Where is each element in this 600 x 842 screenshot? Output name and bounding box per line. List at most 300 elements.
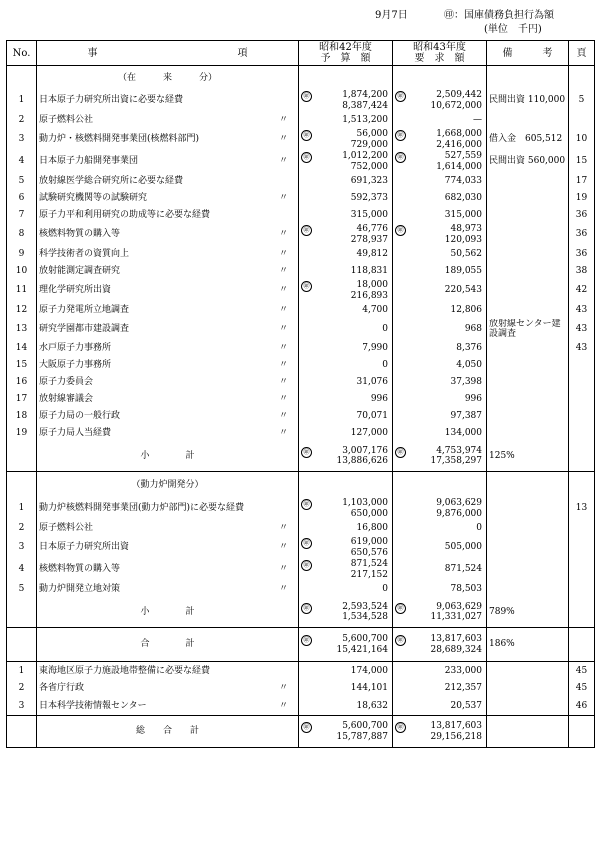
- row-item: [37, 662, 299, 680]
- note-cell: [487, 302, 569, 319]
- request-cell-line1: 12,806: [450, 304, 482, 315]
- request-cell: [393, 207, 487, 224]
- request-cell-line1: 8,376: [456, 342, 482, 353]
- subtotal-row: [7, 442, 595, 472]
- ditto-mark: 〃: [278, 285, 288, 296]
- page-cell: [569, 581, 595, 598]
- request-cell-line1: 505,000: [444, 542, 482, 553]
- request-cell-line1: 2,509,442: [436, 90, 482, 100]
- budget-cell-line1: 70,071: [356, 410, 388, 421]
- kokusai-mark-icon: ㊞: [301, 91, 312, 102]
- budget-cell-line1: 0: [382, 323, 388, 334]
- row-item-text: 原子力発電所立地調査: [39, 304, 130, 315]
- row-no: [7, 129, 37, 151]
- table-row: [7, 520, 595, 537]
- row-no-text: 3: [18, 134, 25, 145]
- request-cell: [393, 280, 487, 302]
- request-cell-line1: 871,524: [444, 564, 482, 575]
- ditto-mark: 〃: [278, 114, 288, 125]
- request-cell-line2: 17,358,297: [430, 456, 482, 467]
- request-cell-line1: 996: [464, 393, 482, 404]
- row-no: [7, 207, 37, 224]
- note-cell: [487, 598, 569, 628]
- table-row: [7, 207, 595, 224]
- budget-cell: [299, 246, 393, 263]
- table-row: [7, 408, 595, 425]
- row-no: [7, 340, 37, 357]
- table-row: [7, 680, 595, 698]
- row-item-text: 日本原子力研究所出資: [39, 542, 130, 553]
- page-cell: [569, 498, 595, 520]
- subtotal-row-label: [37, 442, 299, 472]
- ditto-mark: 〃: [278, 564, 288, 575]
- request-cell-line1: 4,753,974: [436, 445, 482, 456]
- row-item: [37, 224, 299, 246]
- note-cell: [487, 520, 569, 537]
- row-no: [7, 246, 37, 263]
- row-no: [7, 472, 37, 498]
- request-cell: [393, 662, 487, 680]
- row-item-text: 原子力局の一般行政: [39, 410, 121, 421]
- budget-cell-line2: 650,000: [350, 508, 388, 519]
- request-cell-line1: 0: [476, 522, 482, 533]
- row-item: [37, 408, 299, 425]
- row-item: [37, 498, 299, 520]
- request-cell-line1: 968: [464, 323, 482, 334]
- page-cell: [569, 90, 595, 112]
- kokusai-mark-icon: ㊞: [395, 635, 406, 646]
- kokusai-mark-icon: ㊞: [301, 499, 312, 510]
- page-cell: [569, 151, 595, 173]
- row-no-text: 11: [15, 285, 28, 296]
- kokusai-mark-icon: ㊞: [395, 91, 406, 102]
- grand-total-row-label: [37, 716, 299, 748]
- total-row: [7, 628, 595, 662]
- ditto-mark: 〃: [278, 522, 288, 533]
- budget-cell-line1: 31,076: [356, 376, 388, 387]
- row-item-text: 核燃料物質の購入等: [39, 564, 121, 575]
- subtotal-row-label: [37, 598, 299, 628]
- total-row-label: [37, 628, 299, 662]
- row-item: [37, 537, 299, 559]
- row-no-text: 5: [18, 583, 25, 594]
- legend: [444, 6, 554, 21]
- page-cell: [569, 408, 595, 425]
- page-text: 43: [575, 342, 588, 353]
- budget-cell-line1: 871,524: [350, 559, 388, 569]
- row-no-text: 4: [18, 564, 25, 575]
- note-cell: [487, 319, 569, 340]
- request-cell: [393, 151, 487, 173]
- request-cell-line1: 774,033: [444, 175, 482, 186]
- ditto-mark: 〃: [278, 359, 288, 370]
- row-no: [7, 680, 37, 698]
- row-no: [7, 662, 37, 680]
- budget-cell-line1: 18,000: [356, 280, 388, 290]
- row-no-text: 6: [18, 192, 25, 203]
- budget-cell: [299, 151, 393, 173]
- row-item: [37, 90, 299, 112]
- row-no: [7, 374, 37, 391]
- budget-cell-line2: 216,893: [350, 290, 388, 301]
- budget-cell-line1: 16,800: [356, 522, 388, 533]
- page-text: 13: [575, 503, 588, 514]
- row-item: [37, 581, 299, 598]
- page-text: 46: [575, 701, 588, 711]
- row-no-text: 7: [18, 209, 25, 220]
- note-cell: [487, 391, 569, 408]
- budget-cell-line2: 13,886,626: [336, 456, 388, 467]
- request-cell-line2: 1,614,000: [436, 161, 482, 172]
- request-cell: [393, 598, 487, 628]
- row-no-text: 8: [18, 229, 25, 240]
- request-cell-line2: 120,093: [444, 234, 482, 245]
- row-no: [7, 391, 37, 408]
- request-cell-line1: 48,973: [450, 224, 482, 234]
- row-item: [37, 425, 299, 442]
- request-cell: [393, 190, 487, 207]
- request-cell: [393, 263, 487, 280]
- kokusai-mark-icon: ㊞: [395, 152, 406, 163]
- section-title: [37, 66, 299, 90]
- table-row: [7, 374, 595, 391]
- request-cell: [393, 357, 487, 374]
- note-cell: [487, 559, 569, 581]
- budget-cell: [299, 680, 393, 698]
- request-cell: [393, 472, 487, 498]
- table-row: [7, 357, 595, 374]
- legend-text: ：国庫債務負担行為額: [454, 10, 554, 21]
- unit-label: (単位 千円): [484, 24, 542, 35]
- budget-cell: [299, 537, 393, 559]
- page-text: 36: [575, 209, 588, 220]
- row-item-text: 原子力局人当経費: [39, 427, 112, 438]
- row-no: [7, 442, 37, 472]
- request-cell-line2: 10,672,000: [430, 100, 482, 111]
- budget-cell-line2: 278,937: [350, 234, 388, 245]
- request-cell-line2: 28,689,324: [430, 644, 482, 655]
- budget-cell: [299, 340, 393, 357]
- row-no-text: 3: [18, 701, 25, 711]
- request-cell-line1: 13,817,603: [430, 721, 482, 731]
- request-cell-line1: 9,063,629: [436, 498, 482, 508]
- col-budget: 昭和42年度 予 算 額: [299, 41, 393, 66]
- budget-cell-line1: 5,600,700: [342, 634, 388, 644]
- budget-cell-line1: 7,990: [362, 342, 388, 353]
- budget-cell-line2: 217,152: [350, 569, 388, 580]
- row-no-text: 17: [15, 393, 28, 404]
- row-item-text: 水戸原子力事務所: [39, 342, 112, 353]
- note-cell: [487, 662, 569, 680]
- ditto-mark: 〃: [278, 701, 288, 711]
- legend-mark-icon: ㊞: [444, 10, 454, 21]
- request-cell-line1: 212,357: [444, 683, 482, 694]
- budget-cell-line1: 1,513,200: [342, 114, 388, 125]
- page-cell: [569, 662, 595, 680]
- row-no: [7, 537, 37, 559]
- budget-cell-line2: 15,421,164: [336, 644, 388, 655]
- page-cell: [569, 319, 595, 340]
- note-text: 放射線センター建設調査: [489, 318, 561, 339]
- budget-cell: [299, 498, 393, 520]
- subtotal-row-label-text: 小 計: [140, 607, 195, 617]
- row-item-text: 動力炉・核燃料開発事業団(核燃料部門): [39, 134, 200, 145]
- request-cell: [393, 319, 487, 340]
- note-cell: [487, 263, 569, 280]
- note-cell: [487, 716, 569, 748]
- row-item: [37, 357, 299, 374]
- table-row: [7, 698, 595, 716]
- row-no: [7, 408, 37, 425]
- row-no: [7, 598, 37, 628]
- page-text: 45: [575, 683, 588, 694]
- ditto-mark: 〃: [278, 304, 288, 315]
- budget-cell-line1: 46,776: [356, 224, 388, 234]
- budget-cell: [299, 391, 393, 408]
- budget-cell-line1: 0: [382, 583, 388, 594]
- row-no: [7, 190, 37, 207]
- page-text: 38: [575, 265, 588, 276]
- row-no: [7, 66, 37, 90]
- subtotal-row-label-text: 小 計: [140, 451, 195, 461]
- request-cell: [393, 680, 487, 698]
- note-cell: [487, 498, 569, 520]
- row-no: [7, 319, 37, 340]
- budget-cell: [299, 559, 393, 581]
- section-title-text: （在 来 分）: [117, 72, 217, 83]
- row-item-text: 原子力委員会: [39, 376, 94, 387]
- table-row: [7, 425, 595, 442]
- page-cell: [569, 190, 595, 207]
- row-item-text: 科学技術者の資質向上: [39, 248, 130, 259]
- row-no: [7, 280, 37, 302]
- note-cell: [487, 112, 569, 129]
- row-item: [37, 340, 299, 357]
- request-cell: [393, 408, 487, 425]
- col-no: No.: [7, 41, 37, 66]
- page-cell: [569, 340, 595, 357]
- request-cell-line2: 11,331,027: [430, 612, 482, 623]
- row-item-text: 原子燃料公社: [39, 114, 94, 125]
- ditto-mark: 〃: [278, 192, 288, 203]
- page-cell: [569, 628, 595, 662]
- ditto-mark: 〃: [278, 393, 288, 404]
- table-row: [7, 224, 595, 246]
- request-cell: [393, 224, 487, 246]
- budget-cell-line1: 5,600,700: [342, 721, 388, 731]
- note-cell: [487, 224, 569, 246]
- page-cell: [569, 129, 595, 151]
- row-no-text: 4: [18, 156, 25, 167]
- page-cell: [569, 442, 595, 472]
- row-item-text: 放射能測定調査研究: [39, 265, 121, 276]
- budget-cell: [299, 716, 393, 748]
- page-cell: [569, 112, 595, 129]
- row-item: [37, 190, 299, 207]
- table-row: [7, 662, 595, 680]
- col-request: 昭和43年度 要 求 額: [393, 41, 487, 66]
- table-row: [7, 112, 595, 129]
- request-cell: [393, 391, 487, 408]
- budget-cell: [299, 280, 393, 302]
- kokusai-mark-icon: ㊞: [301, 447, 312, 458]
- kokusai-mark-icon: ㊞: [301, 560, 312, 571]
- row-item-text: 核燃料物質の購入等: [39, 229, 121, 240]
- request-cell: [393, 698, 487, 716]
- row-no: [7, 716, 37, 748]
- row-item: [37, 391, 299, 408]
- note-text: 借入金 605,512: [489, 134, 563, 145]
- table-row: [7, 280, 595, 302]
- budget-cell-line1: 619,000: [350, 537, 388, 547]
- budget-cell-line2: 15,787,887: [336, 731, 388, 742]
- row-no: [7, 357, 37, 374]
- request-cell-line1: 1,668,000: [436, 129, 482, 139]
- kokusai-mark-icon: ㊞: [301, 225, 312, 236]
- table-row: [7, 391, 595, 408]
- row-no-text: 5: [18, 175, 25, 186]
- header-row: [7, 41, 595, 66]
- section-title-row: [7, 66, 595, 90]
- page-text: 17: [575, 175, 588, 186]
- budget-cell-line1: 1,103,000: [342, 498, 388, 508]
- row-item-text: 研究学園都市建設調査: [39, 323, 130, 334]
- request-cell: [393, 716, 487, 748]
- request-cell: [393, 129, 487, 151]
- note-cell: [487, 698, 569, 716]
- ditto-mark: 〃: [278, 134, 288, 145]
- budget-cell: [299, 520, 393, 537]
- request-cell-line2: 29,156,218: [430, 731, 482, 742]
- page-cell: [569, 472, 595, 498]
- row-item: [37, 280, 299, 302]
- request-cell-line1: 527,559: [444, 151, 482, 161]
- request-cell: [393, 374, 487, 391]
- row-no-text: 2: [18, 522, 25, 533]
- request-cell: [393, 112, 487, 129]
- row-item-text: 原子力平和利用研究の助成等に必要な経費: [39, 209, 211, 220]
- ditto-mark: 〃: [278, 542, 288, 553]
- row-no-text: 9: [18, 248, 25, 259]
- row-no-text: 2: [18, 114, 25, 125]
- budget-cell-line2: 650,576: [350, 547, 388, 558]
- budget-cell: [299, 129, 393, 151]
- page-cell: [569, 246, 595, 263]
- row-no-text: 1: [18, 95, 25, 106]
- row-item: [37, 263, 299, 280]
- row-no: [7, 112, 37, 129]
- ditto-mark: 〃: [278, 323, 288, 334]
- budget-cell: [299, 598, 393, 628]
- budget-cell-line1: 144,101: [350, 683, 388, 694]
- row-item-text: 日本科学技術情報センター: [39, 701, 147, 711]
- note-cell: [487, 190, 569, 207]
- table-row: [7, 151, 595, 173]
- page-text: 36: [575, 248, 588, 259]
- row-item: [37, 302, 299, 319]
- request-cell-line2: 2,416,000: [436, 139, 482, 150]
- budget-cell-line1: 996: [370, 393, 388, 404]
- request-cell-line1: 37,398: [450, 376, 482, 387]
- kokusai-mark-icon: ㊞: [395, 130, 406, 141]
- table-row: [7, 302, 595, 319]
- row-item-text: 理化学研究所出資: [39, 285, 112, 296]
- row-no: [7, 581, 37, 598]
- table-row: [7, 246, 595, 263]
- table-row: [7, 173, 595, 190]
- kokusai-mark-icon: ㊞: [301, 635, 312, 646]
- page-cell: [569, 598, 595, 628]
- kokusai-mark-icon: ㊞: [301, 281, 312, 292]
- page-cell: [569, 698, 595, 716]
- request-cell: [393, 90, 487, 112]
- row-item-text: 日本原子力船開発事業団: [39, 156, 139, 167]
- kokusai-mark-icon: ㊞: [301, 130, 312, 141]
- note-cell: [487, 207, 569, 224]
- note-cell: [487, 537, 569, 559]
- row-item: [37, 207, 299, 224]
- budget-cell: [299, 425, 393, 442]
- request-cell-line1: 189,055: [444, 265, 482, 276]
- budget-cell-line1: 1,012,200: [342, 151, 388, 161]
- kokusai-mark-icon: ㊞: [395, 225, 406, 236]
- budget-cell: [299, 698, 393, 716]
- row-no-text: 10: [15, 265, 28, 276]
- request-cell: [393, 425, 487, 442]
- note-cell: [487, 129, 569, 151]
- row-item-text: 東海地区原子力施設地帯整備に必要な経費: [39, 665, 211, 676]
- budget-cell-line1: 592,373: [350, 192, 388, 203]
- row-item: [37, 520, 299, 537]
- budget-cell: [299, 173, 393, 190]
- note-text: 民間出資 560,000: [489, 156, 566, 167]
- request-cell: [393, 581, 487, 598]
- page-cell: [569, 302, 595, 319]
- note-text: 186%: [489, 639, 515, 650]
- table-row: [7, 537, 595, 559]
- row-no-text: 3: [18, 542, 25, 553]
- request-cell-line1: 9,063,629: [436, 601, 482, 612]
- budget-cell: [299, 66, 393, 90]
- row-item-text: 動力炉開発立地対策: [39, 583, 121, 594]
- total-row-label-text: 合 計: [140, 639, 195, 650]
- row-item: [37, 112, 299, 129]
- request-cell-line2: 9,876,000: [436, 508, 482, 519]
- row-item-text: 動力炉核燃料開発事業団(動力炉部門)に必要な経費: [39, 503, 245, 514]
- budget-cell: [299, 581, 393, 598]
- request-cell-line1: 220,543: [444, 285, 482, 296]
- request-cell: [393, 340, 487, 357]
- page-text: 15: [575, 156, 588, 167]
- page-cell: [569, 716, 595, 748]
- row-no-text: 15: [15, 359, 28, 370]
- row-no-text: 14: [15, 342, 28, 353]
- note-cell: [487, 628, 569, 662]
- note-cell: [487, 425, 569, 442]
- row-no: [7, 302, 37, 319]
- row-item: [37, 246, 299, 263]
- row-no-text: 1: [18, 665, 25, 676]
- table-row: [7, 90, 595, 112]
- request-cell: [393, 628, 487, 662]
- budget-cell: [299, 224, 393, 246]
- budget-cell: [299, 112, 393, 129]
- row-no: [7, 263, 37, 280]
- kokusai-mark-icon: ㊞: [395, 722, 406, 733]
- budget-cell: [299, 374, 393, 391]
- note-cell: [487, 680, 569, 698]
- budget-cell: [299, 357, 393, 374]
